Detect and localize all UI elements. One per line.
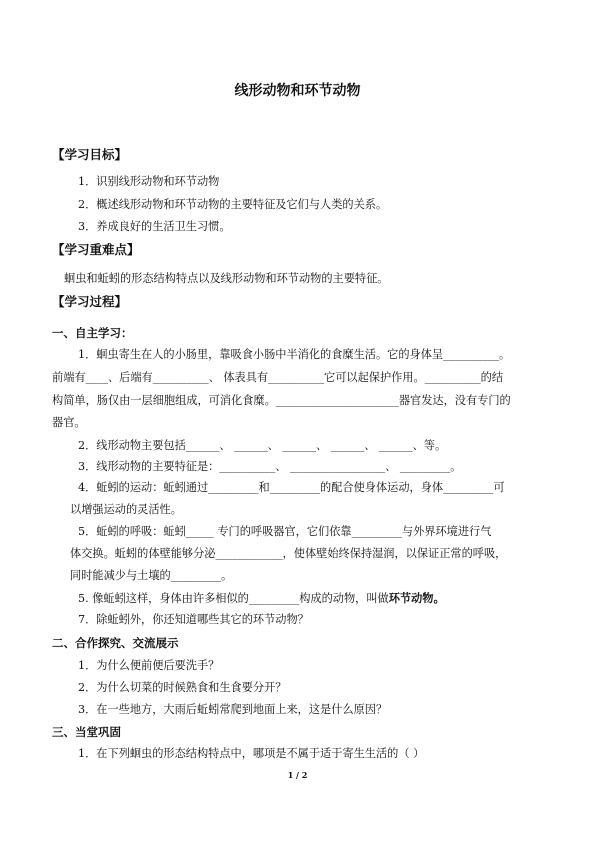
- exercise-line: 2．线形动物主要包括______、 ______、 ______、 ______、 ______、等。: [78, 439, 447, 452]
- bold-term: 环节动物。: [388, 591, 445, 605]
- exercise-line: 5．蚯蚓的呼吸：蚯蚓_____ 专门的呼吸器官，它们依靠_________与外界环境进行气: [78, 525, 492, 538]
- exercise-line: 器官。: [52, 416, 86, 429]
- exercise-line: 3．线形动物的主要特征是：__________、 _________________、 _________。: [78, 460, 462, 473]
- self-study-heading: 一、自主学习：: [52, 326, 133, 340]
- consolidation-item: 1．在下列蛔虫的形态结构特点中，哪项是不属于适于寄生生活的（ ）: [78, 747, 425, 760]
- exercise-line: 7．除蚯蚓外，你还知道哪些其它的环节动物？: [78, 613, 309, 626]
- goal-item: 1．识别线形动物和环节动物: [78, 175, 220, 188]
- goals-heading: 【学习目标】: [52, 147, 128, 162]
- exercise-line: 同时能减少与土壤的_________。: [70, 569, 233, 582]
- exercise-line: [78, 591, 445, 606]
- exercise-text: 5. 像蚯蚓这样，身体由许多相似的_________构成的动物，叫做: [78, 592, 389, 605]
- page-number: 1 / 2: [287, 770, 308, 780]
- process-heading: 【学习过程】: [52, 294, 128, 309]
- exercise-line: 构简单，肠仅由一层细胞组成，可消化食糜。______________________器官发达，没有专门的: [52, 394, 511, 407]
- cooperation-item: 2．为什么切菜的时候熟食和生食要分开？: [78, 681, 287, 694]
- exercise-line: 以增强运动的灵活性。: [70, 503, 182, 516]
- cooperation-item: 3．在一些地方，大雨后蚯蚓常爬到地面上来，这是什么原因？: [78, 703, 388, 716]
- exercise-line: 体交换。蚯蚓的体壁能够分泌____________，使体壁始终保持湿润，以保证正常的呼吸，: [70, 547, 507, 560]
- cooperation-item: 1．为什么便前便后要洗手？: [78, 659, 220, 672]
- exercise-line: 4．蚯蚓的运动：蚯蚓通过_________和_________的配合使身体运动，身体_________可: [78, 481, 505, 494]
- goal-item: 3．养成良好的生活卫生习惯。: [78, 220, 231, 233]
- key-points-heading: 【学习重难点】: [52, 242, 140, 257]
- consolidation-heading: 三、当堂巩固: [52, 725, 121, 739]
- key-points-text: 蛔虫和蚯蚓的形态结构特点以及线形动物和环节动物的主要特征。: [64, 272, 389, 285]
- document-title: 线形动物和环节动物: [234, 83, 361, 99]
- cooperation-heading: 二、合作探究、交流展示: [52, 636, 179, 650]
- exercise-line: 1．蛔虫寄生在人的小肠里，靠吸食小肠中半消化的食糜生活。它的身体呈__________。: [78, 348, 511, 361]
- goal-item: 2．概述线形动物和环节动物的主要特征及它们与人类的关系。: [78, 198, 388, 211]
- exercise-line: 前端有____、后端有__________、 体表具有__________它可以起保护作用。__________的结: [52, 371, 504, 384]
